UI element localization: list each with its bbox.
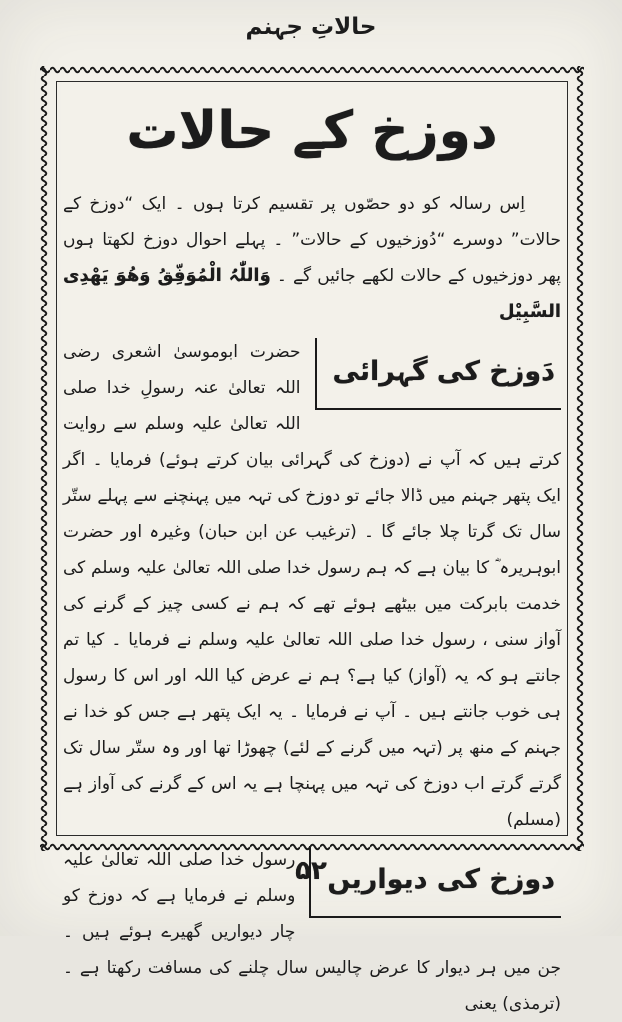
zigzag-top [40,66,584,74]
running-header: حالاتِ جہنم [245,14,377,40]
page-number: ۵۲ [295,856,327,886]
section-heading-walls: دوزخ کی دیواریں [327,864,555,896]
main-title: دوزخ کے حالات [126,101,498,161]
section-heading-depth: دَوزخ کی گہرائی [332,356,555,388]
section-body-depth: حضرت ابوموسیٰ اشعری رضی اللہ تعالیٰ عنہ رسولِ خدا صلی اللہ تعالیٰ علیہ وسلم سے روایت کرتے ہیں کہ آپ نے (دوزخ کی گہرائی بیان کرتے ہوئے) فرمایا ۔ اگر ایک پتھر جہنم میں ڈالا جائے تو دوزخ کی تہہ میں پہنچنے سے پہلے ستّر سال تک گرتا چلا جائے گا ۔ (ترغیب عن ابن حبان) وغیرہ اور حضرت ابوہریرہ ؓ کا بیان ہے کہ ہم رسول خدا صلی اللہ تعالیٰ علیہ وسلم کی خدمت بابرکت میں بیٹھے ہوئے تھے کہ ہم نے کسی چیز کے گرنے کی آواز سنی ، رسول خدا صلی اللہ تعالیٰ علیہ وسلم نے فرمایا ۔ کیا تم جانتے ہو کہ یہ (آواز) کیا ہے؟ ہم نے عرض کیا اللہ اور اس کا رسول ہی خوب جانتے ہیں ۔ آپ نے فرمایا ۔ یہ ایک پتھر ہے جس کو خدا نے جہنم کے منھ پر (تہہ میں گرنے کے لئے) چھوڑا تھا اور وہ ستّر سال تک گرتے گرتے اب دوزخ کی تہہ میں پہنچا ہے یہ اس کے گرنے کی آواز ہے (مسلم) [63,341,561,830]
zigzag-left [40,66,48,851]
section-body-walls: رسول خدا صلی اللہ تعالیٰ علیہ وسلم نے فرمایا ہے کہ دوزخ کو چار دیواریں گھیرے ہوئے ہیں ۔ جن میں ہر دیوار کا عرض چالیس سال چلنے کی مسافت رکھتا ہے ۔ (ترمذی) یعنی [63,849,561,1014]
intro-paragraph [63,186,561,330]
arabic-dua: وَاللّٰہُ الْمُوَفِّقُ وَھُوَ یَھْدِی السَّبِیْل [63,264,561,322]
section-heading-box [315,338,562,410]
intro-text: اِس رسالہ کو دو حصّوں پر تقسیم کرتا ہوں ۔ ایک “دوزخ کے حالات” دوسرے “دُوزخیوں کے حالات” ۔ پہلے احوال دوزخ لکھتا ہوں پھر دوزخیوں کے حالات لکھے جائیں گے ۔ [63,193,561,286]
zigzag-right [576,66,584,851]
section-depth-of-hell [63,334,561,838]
